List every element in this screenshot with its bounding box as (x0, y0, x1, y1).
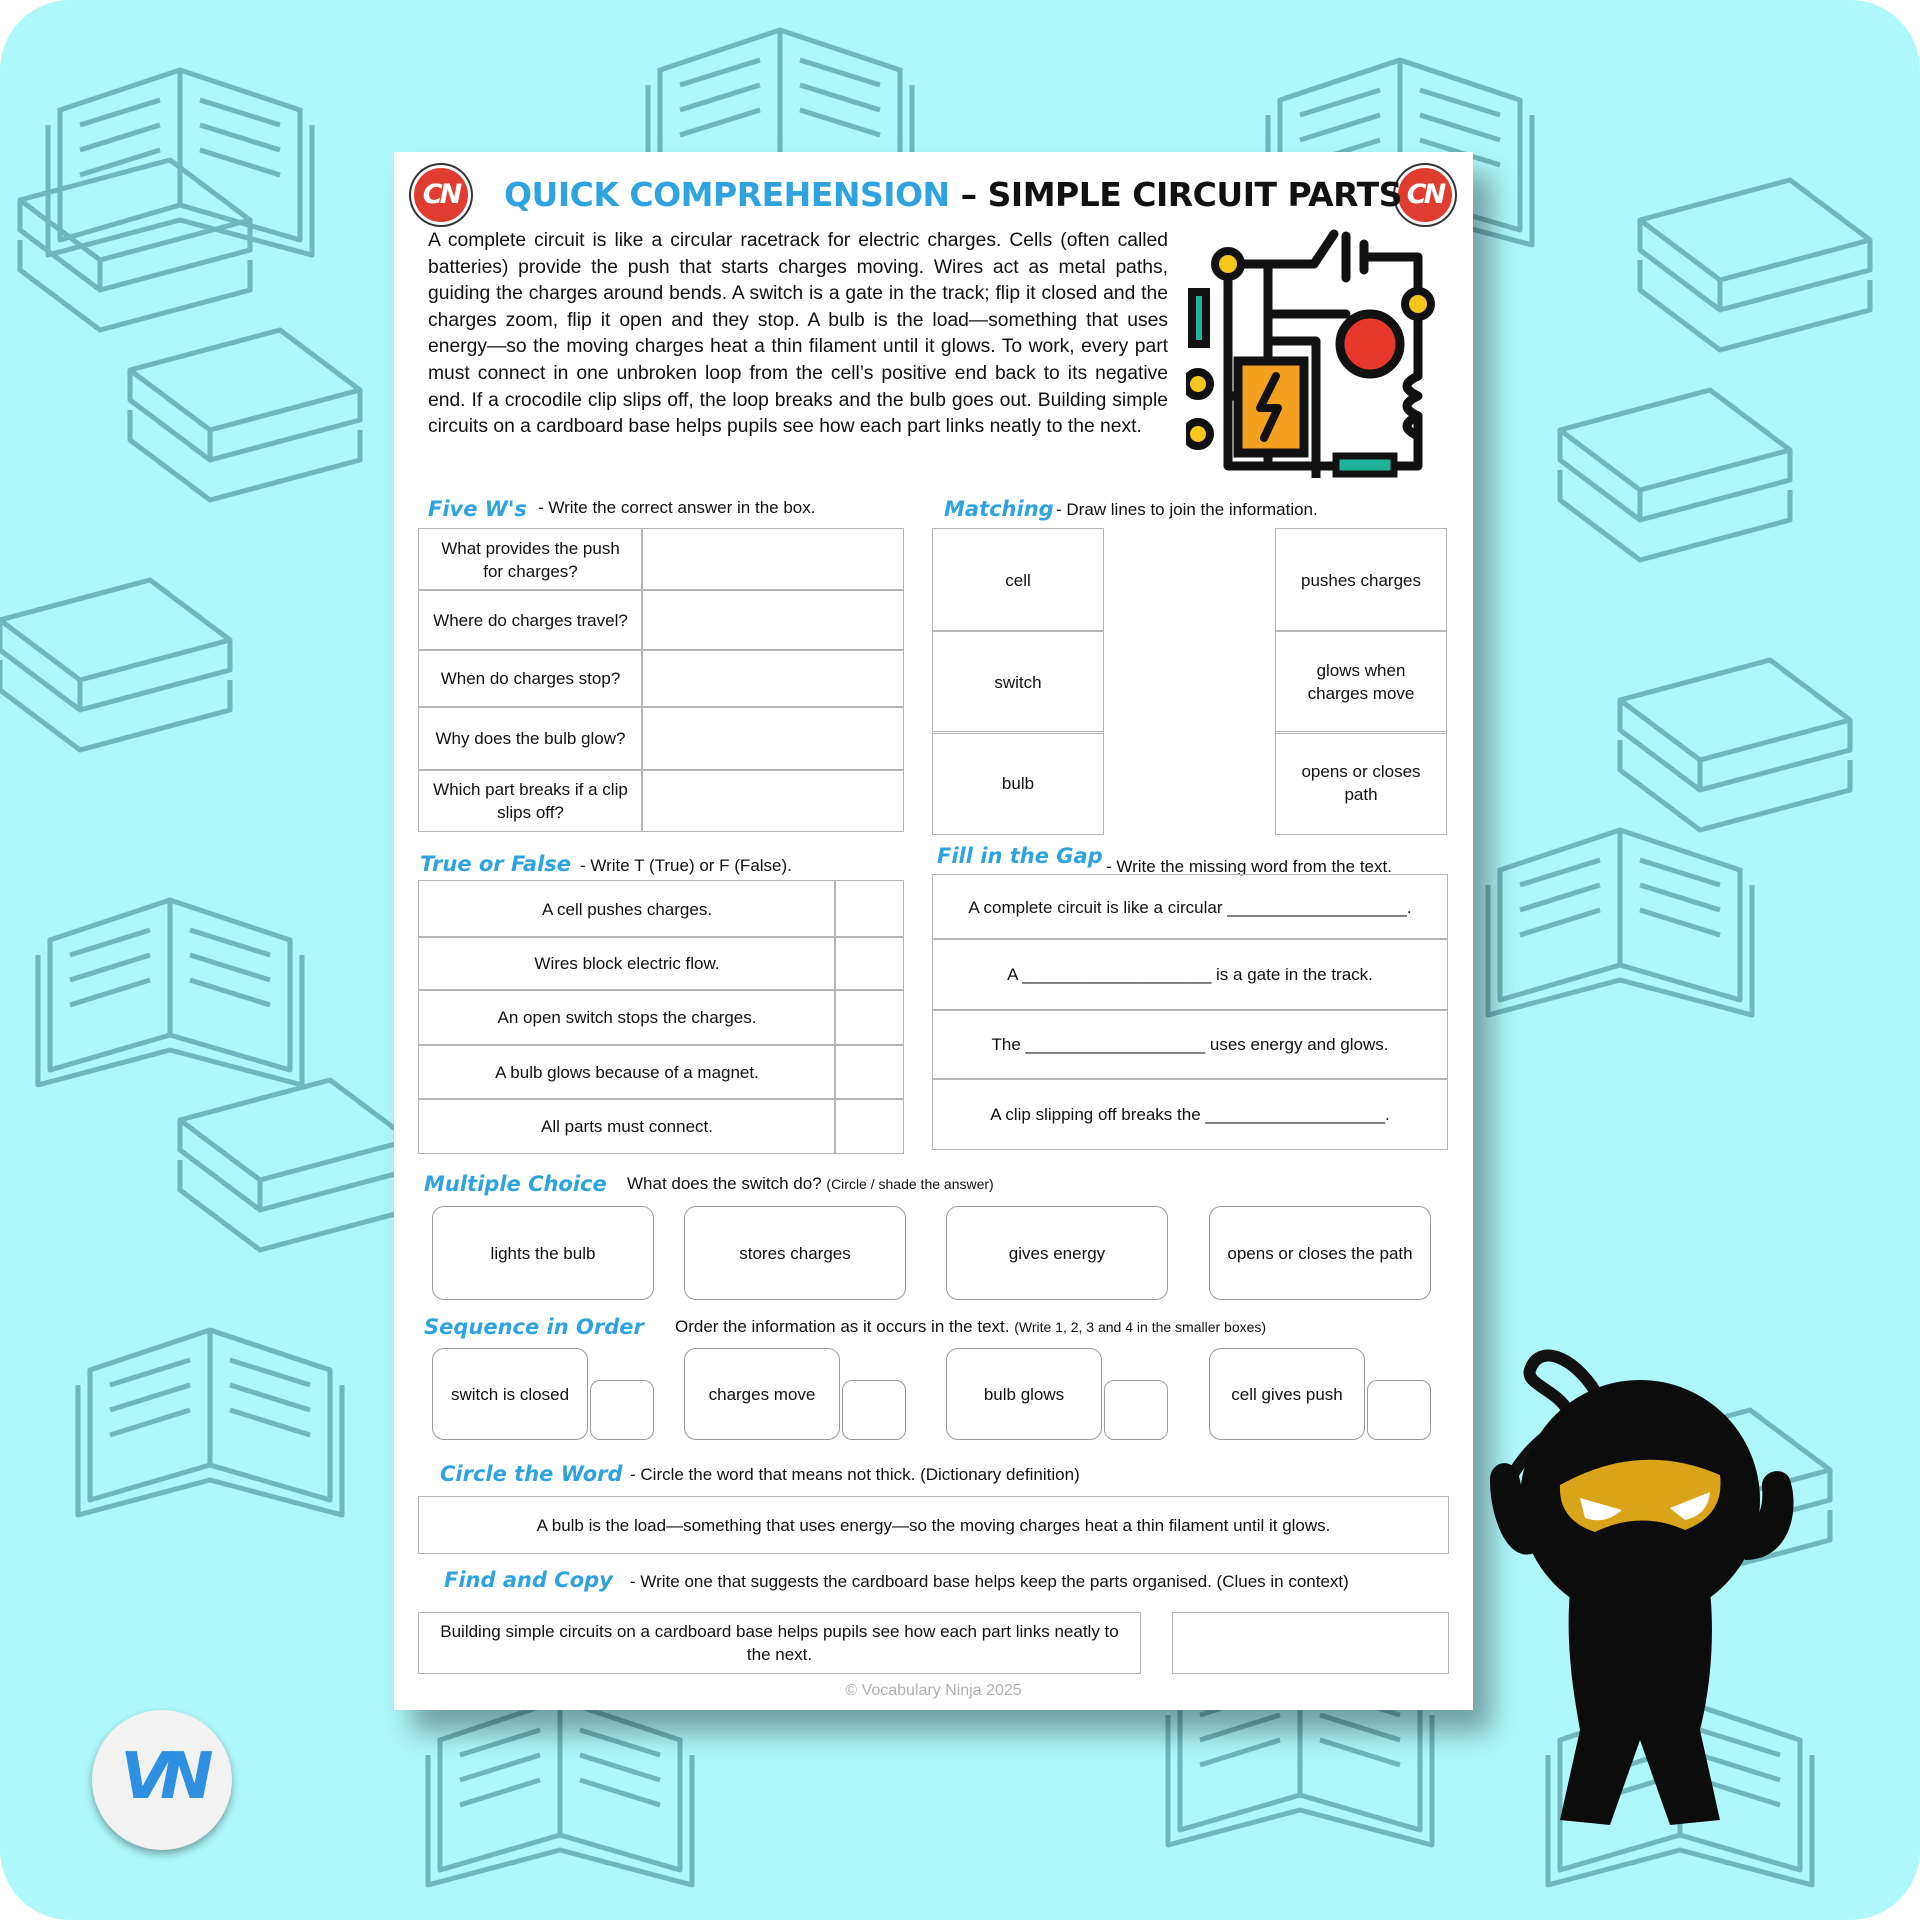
five-ws-question: Where do charges travel? (418, 589, 643, 651)
sequence-number-box[interactable] (1104, 1380, 1168, 1440)
matching-instruction: - Draw lines to join the information. (1056, 500, 1318, 519)
five-ws-answer-box[interactable] (641, 706, 904, 771)
worksheet (394, 152, 1473, 1710)
fill-gap-sentence[interactable]: The ___________________ uses energy and glows. (932, 1009, 1448, 1080)
circuit-icon (1186, 226, 1446, 478)
sequence-item: bulb glows (946, 1348, 1102, 1440)
matching-right-item[interactable]: opens or closes path (1275, 731, 1447, 835)
fill-gap-instruction: - Write the missing word from the text. (1106, 857, 1392, 876)
true-false-answer-box[interactable] (834, 1044, 904, 1100)
vn-logo-letters: VN (120, 1740, 204, 1814)
true-false-answer-box[interactable] (834, 936, 904, 991)
fill-gap-sentence[interactable]: A complete circuit is like a circular ___________________. (932, 874, 1448, 940)
five-ws-question: What provides the push for charges? (418, 528, 643, 591)
sequence-instruction (675, 1317, 1266, 1337)
find-copy-answer-box[interactable] (1172, 1612, 1449, 1674)
matching-title: Matching (944, 497, 1054, 521)
vocabulary-ninja-logo (92, 1710, 232, 1850)
title-part-2: – SIMPLE CIRCUIT PARTS (960, 175, 1402, 214)
cn-logo-left: CN (414, 168, 468, 222)
matching-left-item[interactable]: switch (932, 630, 1104, 734)
mc-option[interactable]: opens or closes the path (1209, 1206, 1431, 1300)
five-ws-title: Five W's (428, 497, 527, 521)
find-copy-instruction: - Write one that suggests the cardboard base helps keep the parts organised. (Clues in context) (630, 1572, 1349, 1591)
five-ws-answer-box[interactable] (641, 528, 904, 591)
title-part-1: QUICK COMPREHENSION (504, 175, 950, 214)
true-false-statement: Wires block electric flow. (418, 936, 836, 991)
sequence-item: charges move (684, 1348, 840, 1440)
ninja-mascot-icon (1470, 1320, 1830, 1840)
five-ws-question: Why does the bulb glow? (418, 706, 643, 771)
sequence-hint: (Write 1, 2, 3 and 4 in the smaller boxes) (1014, 1319, 1267, 1335)
five-ws-answer-box[interactable] (641, 769, 904, 832)
sequence-number-box[interactable] (1367, 1380, 1431, 1440)
true-false-statement: A bulb glows because of a magnet. (418, 1044, 836, 1100)
mc-option[interactable]: lights the bulb (432, 1206, 654, 1300)
cn-logo-right: CN (1398, 168, 1452, 222)
sequence-item: switch is closed (432, 1348, 588, 1440)
five-ws-question: When do charges stop? (418, 649, 643, 708)
matching-right-item[interactable]: glows when charges move (1275, 630, 1447, 734)
sequence-number-box[interactable] (590, 1380, 654, 1440)
true-false-title: True or False (420, 852, 572, 876)
copyright-footer: © Vocabulary Ninja 2025 (845, 1682, 1022, 1699)
circle-word-sentence[interactable]: A bulb is the load—something that uses energy—so the moving charges heat a thin filament until it glows. (418, 1496, 1449, 1554)
true-false-statement: A cell pushes charges. (418, 880, 836, 938)
find-copy-title: Find and Copy (444, 1568, 613, 1592)
mc-hint: (Circle / shade the answer) (826, 1176, 994, 1192)
circle-word-title: Circle the Word (440, 1462, 623, 1486)
true-false-statement: An open switch stops the charges. (418, 989, 836, 1046)
true-false-answer-box[interactable] (834, 1098, 904, 1154)
sequence-item: cell gives push (1209, 1348, 1365, 1440)
sequence-instruction-text: Order the information as it occurs in the text. (675, 1317, 1010, 1336)
true-false-answer-box[interactable] (834, 989, 904, 1046)
true-false-statement: All parts must connect. (418, 1098, 836, 1154)
five-ws-question: Which part breaks if a clip slips off? (418, 769, 643, 832)
matching-left-item[interactable]: cell (932, 528, 1104, 632)
page-title (504, 170, 1402, 220)
mc-option[interactable]: stores charges (684, 1206, 906, 1300)
multiple-choice-question (627, 1174, 994, 1194)
five-ws-answer-box[interactable] (641, 589, 904, 651)
five-ws-instruction: - Write the correct answer in the box. (538, 498, 816, 517)
true-false-answer-box[interactable] (834, 880, 904, 938)
circle-word-instruction: - Circle the word that means not thick. (Dictionary definition) (630, 1465, 1080, 1484)
sequence-title: Sequence in Order (424, 1315, 644, 1339)
find-copy-sentence: Building simple circuits on a cardboard base helps pupils see how each part links neatly to the next. (418, 1612, 1141, 1674)
fill-gap-sentence[interactable]: A clip slipping off breaks the ___________________. (932, 1078, 1448, 1150)
true-false-instruction: - Write T (True) or F (False). (580, 856, 792, 875)
intro-text: A complete circuit is like a circular racetrack for electric charges. Cells (often called batteries) provide the push that starts charges moving. Wires act as metal paths, guiding the charges around bends. A switch is a gate in the track; flip it closed and the charges zoom, flip it open and they stop. A bulb is the load—something that uses energy—so the moving charges heat a thin filament until it glows. To work, every part must connect in one unbroken loop from the cell’s positive end back to its negative end. If a crocodile clip slips off, the loop breaks and the bulb goes out. Building simple circuits on a cardboard base helps pupils see how each part links neatly to the next. (428, 230, 1168, 438)
mc-question-text: What does the switch do? (627, 1174, 822, 1193)
matching-left-item[interactable]: bulb (932, 731, 1104, 835)
matching-right-item[interactable]: pushes charges (1275, 528, 1447, 632)
mc-option[interactable]: gives energy (946, 1206, 1168, 1300)
fill-gap-sentence[interactable]: A ____________________ is a gate in the track. (932, 938, 1448, 1011)
multiple-choice-title: Multiple Choice (424, 1172, 607, 1196)
five-ws-answer-box[interactable] (641, 649, 904, 708)
fill-gap-title: Fill in the Gap (937, 844, 1103, 868)
sequence-number-box[interactable] (842, 1380, 906, 1440)
